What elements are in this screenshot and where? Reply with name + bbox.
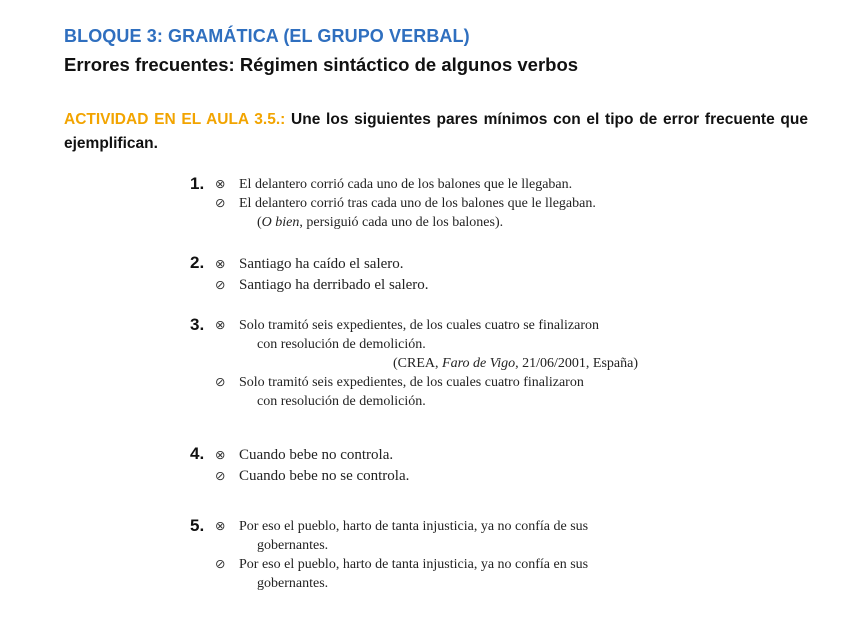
incorrect-sentence [215, 316, 660, 335]
alternative-note: (O bien, persiguió cada uno de los balones). [257, 215, 504, 230]
incorrect-text: El delantero corrió cada uno de los balones que le llegaban. [239, 177, 573, 192]
example-item-2 [190, 254, 660, 296]
incorrect-sentence [215, 517, 660, 536]
example-item-3 [190, 316, 660, 411]
incorrect-text: Solo tramitó seis expedientes, de los cuales cuatro se finalizaron [239, 318, 600, 333]
correct-icon: ⊘ [215, 469, 226, 483]
correct-icon: ⊘ [215, 557, 226, 571]
incorrect-text: Santiago ha caído el salero. [239, 256, 404, 272]
correct-sentence [215, 373, 660, 392]
correct-text: El delantero corrió tras cada uno de los balones que le llegaban. [239, 196, 596, 211]
item-number: 5. [190, 516, 205, 535]
item-number: 2. [190, 253, 205, 272]
correct-sentence [215, 555, 660, 574]
correct-text: Por eso el pueblo, harto de tanta injusticia, ya no confía en sus [239, 557, 589, 572]
correct-sentence [215, 275, 660, 296]
activity-instruction [64, 108, 808, 156]
example-item-4 [190, 445, 660, 487]
incorrect-sentence [215, 254, 660, 275]
activity-label: ACTIVIDAD EN EL AULA 3.5.: [64, 111, 286, 128]
source-pre: (CREA, [393, 356, 443, 371]
incorrect-icon: ⊗ [215, 177, 226, 191]
example-item-5 [190, 517, 660, 593]
incorrect-icon: ⊗ [215, 257, 226, 271]
activity-text: Une los siguientes pares mínimos con el tipo de error frecuente que ejemplifican. [64, 111, 808, 152]
correct-sentence-cont: gobernantes. [257, 576, 329, 591]
page-subtitle: Errores frecuentes: Régimen sintáctico de algunos verbos [64, 54, 579, 75]
source-citation [215, 354, 660, 373]
incorrect-sentence-cont: gobernantes. [257, 538, 329, 553]
item-number: 1. [190, 174, 205, 193]
item-number: 3. [190, 315, 205, 334]
correct-sentence-cont: con resolución de demolición. [257, 394, 426, 409]
correct-icon: ⊘ [215, 196, 226, 210]
correct-text: Cuando bebe no se controla. [239, 468, 410, 484]
incorrect-icon: ⊗ [215, 448, 226, 462]
incorrect-sentence-cont: con resolución de demolición. [257, 337, 426, 352]
source-post: , 21/06/2001, España) [515, 356, 638, 371]
correct-text: Solo tramitó seis expedientes, de los cuales cuatro finalizaron [239, 375, 584, 390]
incorrect-icon: ⊗ [215, 519, 226, 533]
correct-sentence [215, 194, 660, 213]
incorrect-text: Por eso el pueblo, harto de tanta injusticia, ya no confía de sus [239, 519, 589, 534]
incorrect-sentence [215, 445, 660, 466]
source-italic: Faro de Vigo [442, 356, 516, 371]
block-title: BLOQUE 3: GRAMÁTICA (EL GRUPO VERBAL) [64, 26, 470, 46]
incorrect-icon: ⊗ [215, 318, 226, 332]
note-text: , persiguió cada uno de los balones). [299, 215, 504, 230]
incorrect-sentence [215, 175, 660, 194]
note-italic: O bien [261, 215, 300, 230]
item-number: 4. [190, 444, 205, 463]
correct-icon: ⊘ [215, 375, 226, 389]
example-item-1 [190, 175, 660, 232]
incorrect-text: Cuando bebe no controla. [239, 447, 394, 463]
correct-sentence [215, 466, 660, 487]
correct-text: Santiago ha derribado el salero. [239, 277, 429, 293]
correct-icon: ⊘ [215, 278, 226, 292]
